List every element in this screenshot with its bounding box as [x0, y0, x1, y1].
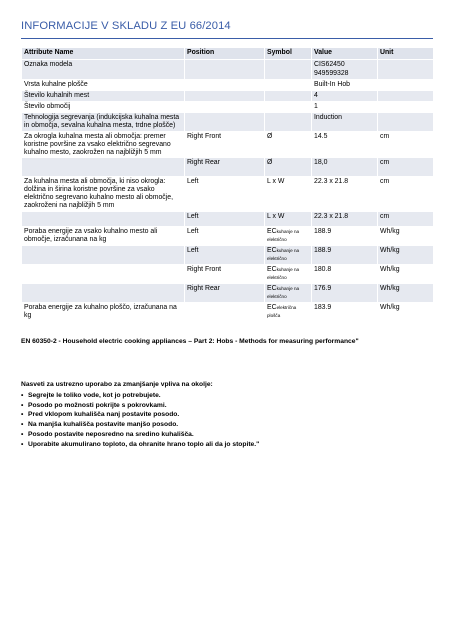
table-row [22, 284, 434, 303]
tips-heading: Nasveti za ustrezno uporabo za zmanjšanje vpliva na okolje: [21, 381, 213, 388]
bullet-icon: • [21, 411, 24, 419]
product-number: 949599328 [314, 69, 349, 77]
cell-position: Right Rear [185, 284, 265, 303]
cell-unit [378, 60, 434, 80]
table-row [22, 212, 434, 227]
cell-attribute: Oznaka modela [22, 60, 185, 80]
cell-attribute [22, 284, 185, 303]
title-underline [21, 38, 433, 39]
cell-symbol [265, 60, 312, 80]
list-item [21, 440, 259, 450]
symbol-subscript: kuhanje na električno [267, 248, 300, 261]
cell-unit [378, 102, 434, 113]
cell-symbol: L x W [265, 212, 312, 227]
tip-text: Posodo po možnosti pokrijte s pokrovkami. [28, 401, 167, 409]
cell-position: Left [185, 227, 265, 246]
cell-symbol [265, 80, 312, 91]
table-row [22, 177, 434, 212]
header-attribute-name: Attribute Name [22, 48, 185, 60]
table-header-row [22, 48, 434, 60]
cell-attribute: Poraba energije za kuhalno ploščo, izračunana na kg [22, 303, 185, 322]
table-row [22, 131, 434, 158]
cell-symbol [265, 303, 312, 322]
cell-value: 18,0 [312, 158, 378, 177]
cell-symbol: L x W [265, 177, 312, 212]
measurement-standard-note: EN 60350-2 - Household electric cooking appliances – Part 2: Hobs - Methods for measuring performance" [21, 338, 359, 345]
tip-text: Posodo postavite neposredno na sredino kuhališča. [28, 430, 194, 438]
cell-position [185, 91, 265, 102]
symbol-subscript: električna plošča [267, 305, 297, 318]
cell-attribute: Za kuhalna mesta ali območja, ki niso okrogla: dolžina in širina koristne površine za vsako električno segrevano kuhalno mesto ali območje, zaokroženi na najbližjih 5 mm [22, 177, 185, 212]
cell-position: Left [185, 212, 265, 227]
cell-value: 176.9 [312, 284, 378, 303]
cell-unit [378, 91, 434, 102]
cell-value: 1 [312, 102, 378, 113]
cell-position: Left [185, 246, 265, 265]
cell-symbol [265, 102, 312, 113]
header-symbol: Symbol [265, 48, 312, 60]
table-row [22, 102, 434, 113]
bullet-icon: • [21, 430, 24, 438]
table-row [22, 227, 434, 246]
symbol-subscript: kuhanje na električno [267, 229, 300, 242]
cell-attribute [22, 265, 185, 284]
cell-position [185, 303, 265, 322]
cell-value: Built-In Hob [312, 80, 378, 91]
bullet-icon: • [21, 440, 24, 448]
list-item [21, 420, 259, 430]
symbol-subscript: kuhanje na električno [267, 267, 300, 280]
cell-position [185, 112, 265, 131]
tip-text: Pred vklopom kuhališča nanj postavite posodo. [28, 411, 180, 419]
symbol-main: EC [267, 228, 277, 236]
cell-value: 183.9 [312, 303, 378, 322]
header-position: Position [185, 48, 265, 60]
header-value: Value [312, 48, 378, 60]
cell-value: Induction [312, 112, 378, 131]
cell-attribute [22, 212, 185, 227]
cell-value: 188.9 [312, 246, 378, 265]
list-item [21, 391, 259, 401]
cell-position [185, 102, 265, 113]
tip-text: Segrejte le toliko vode, kot jo potrebujete. [28, 392, 161, 399]
cell-unit [378, 80, 434, 91]
cell-unit [378, 112, 434, 131]
cell-position: Right Rear [185, 158, 265, 177]
model-number: CIS62450 [314, 61, 345, 68]
cell-value: 22.3 x 21.8 [312, 177, 378, 212]
cell-attribute: Vrsta kuhalne plošče [22, 80, 185, 91]
cell-symbol: Ø [265, 158, 312, 177]
cell-unit: cm [378, 212, 434, 227]
cell-symbol [265, 112, 312, 131]
cell-unit: Wh/kg [378, 246, 434, 265]
cell-unit: cm [378, 131, 434, 158]
tip-text: Uporabite akumulirano toploto, da ohranite hrano toplo ali da jo stopite." [28, 440, 260, 448]
list-item [21, 401, 259, 411]
cell-value: 188.9 [312, 227, 378, 246]
header-unit: Unit [378, 48, 434, 60]
symbol-main: EC [267, 266, 277, 274]
cell-value: 22.3 x 21.8 [312, 212, 378, 227]
table-row [22, 246, 434, 265]
cell-attribute: Tehnologija segrevanja (indukcijska kuhalna mesta in območja, sevalna kuhalna mesta, trdne plošče) [22, 112, 185, 131]
cell-unit: cm [378, 158, 434, 177]
cell-attribute: Število območij [22, 102, 185, 113]
cell-value: 180.8 [312, 265, 378, 284]
cell-value: 14.5 [312, 131, 378, 158]
cell-attribute: Število kuhalnih mest [22, 91, 185, 102]
cell-position: Right Front [185, 265, 265, 284]
cell-position [185, 80, 265, 91]
cell-unit: cm [378, 177, 434, 212]
symbol-subscript: kuhanje na električno [267, 286, 300, 299]
table-row [22, 80, 434, 91]
cell-unit: Wh/kg [378, 284, 434, 303]
cell-symbol: Ø [265, 131, 312, 158]
bullet-icon: • [21, 392, 24, 399]
cell-attribute: Za okrogla kuhalna mesta ali območja: premer koristne površine za vsako električno segrevano kuhalno mesto, zaokrožen na najbližjih 5 mm [22, 131, 185, 158]
cell-unit: Wh/kg [378, 265, 434, 284]
cell-symbol [265, 246, 312, 265]
cell-attribute [22, 246, 185, 265]
bullet-icon: • [21, 401, 24, 409]
table-row [22, 91, 434, 102]
cell-position: Left [185, 177, 265, 212]
cell-unit: Wh/kg [378, 227, 434, 246]
table-row [22, 112, 434, 131]
product-info-table [21, 47, 434, 322]
bullet-icon: • [21, 421, 24, 429]
page-title: INFORMACIJE V SKLADU Z EU 66/2014 [21, 20, 231, 32]
cell-symbol [265, 91, 312, 102]
cell-value: 4 [312, 91, 378, 102]
symbol-main: EC [267, 304, 277, 312]
table-row [22, 303, 434, 322]
symbol-main: EC [267, 285, 277, 293]
cell-position [185, 60, 265, 80]
cell-unit: Wh/kg [378, 303, 434, 322]
table-row [22, 265, 434, 284]
list-item [21, 410, 259, 420]
list-item [21, 430, 259, 440]
symbol-main: EC [267, 247, 277, 255]
table-row [22, 60, 434, 80]
cell-symbol [265, 265, 312, 284]
table-row [22, 158, 434, 177]
cell-position: Right Front [185, 131, 265, 158]
cell-attribute [22, 158, 185, 177]
tips-list [21, 391, 259, 449]
cell-symbol [265, 284, 312, 303]
cell-value [312, 60, 378, 80]
cell-attribute: Poraba energije za vsako kuhalno mesto ali območje, izračunana na kg [22, 227, 185, 246]
tip-text: Na manjša kuhališča postavite manjšo posodo. [28, 421, 179, 429]
cell-symbol [265, 227, 312, 246]
